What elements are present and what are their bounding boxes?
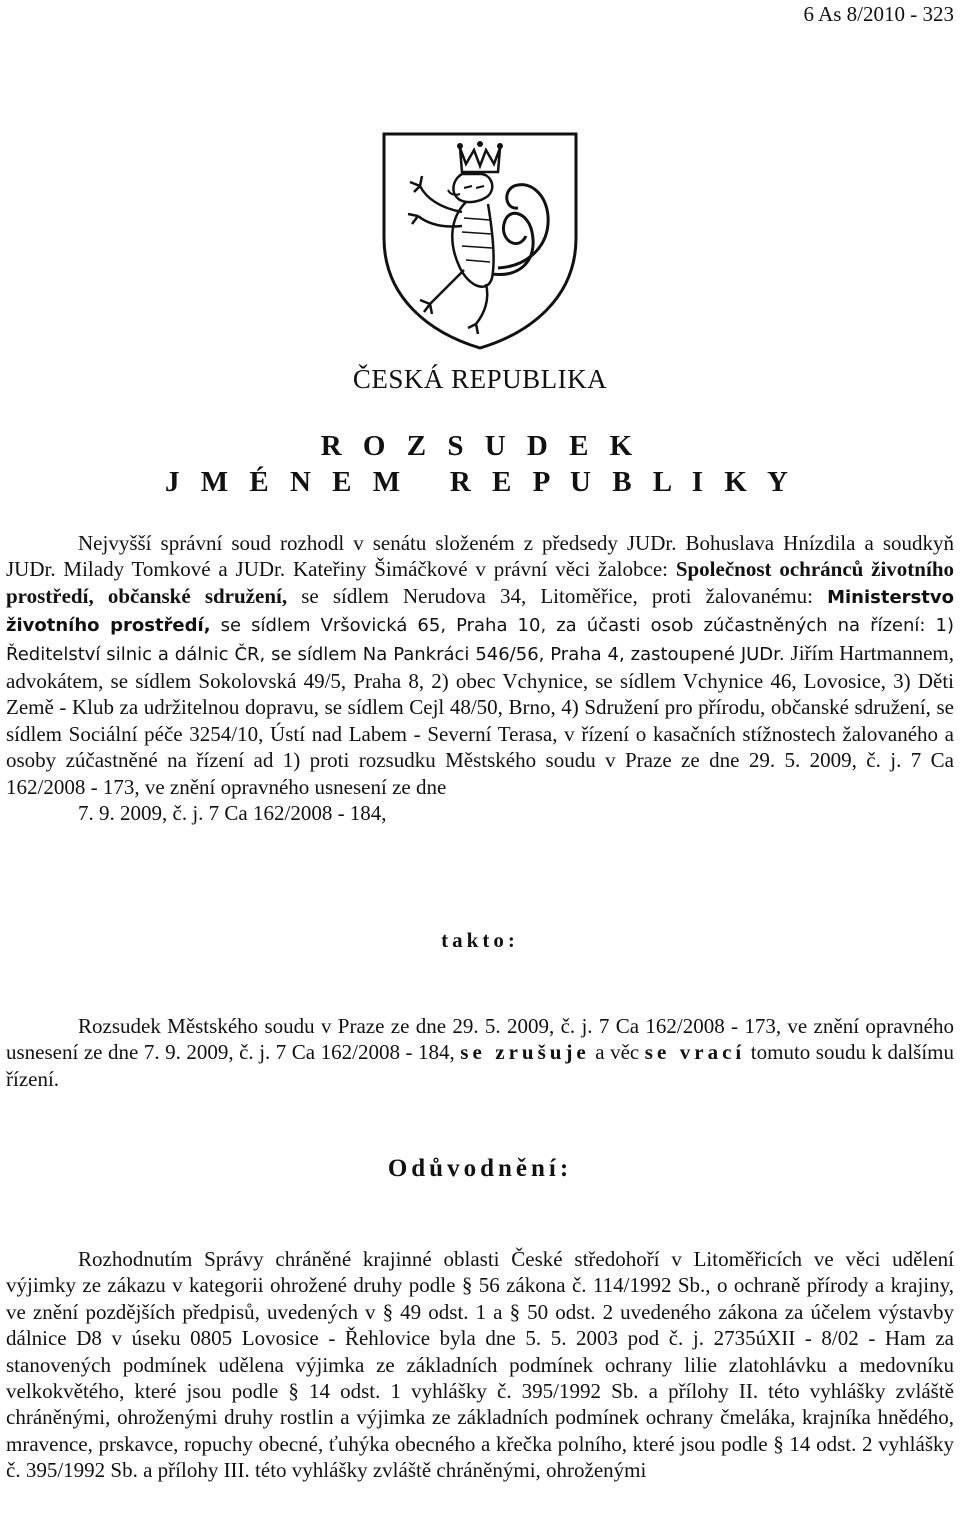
defendant-name: Ministerstvo životního prostředí, xyxy=(6,586,954,637)
ruling-text-3: tomuto soudu k dalšímu řízení. xyxy=(6,1040,954,1091)
intro-text-3: se sídlem Vršovická 65, Praha 10, za účasti osob zúčastněných na řízení: 1) Ředitelství silnic a dálnic ČR, se sídlem Na Pankráci 546/56, Praha 4, zastoupené JUDr. xyxy=(6,615,954,665)
reasoning-paragraph: Rozhodnutím Správy chráněné krajinné oblasti České středohoří v Litoměřicích ve věci udělení výjimky ze zákazu v kategorii ohrožené druhy podle § 56 zákona č. 114/1992 Sb., o ochraně přírody a krajiny, ve znění pozdějších předpisů, uvedených v § 49 odst. 1 a § 50 odst. 2 uvedeného zákona za účelem výstavby dálnice D8 v úseku 0805 Lovosice - Řehlovice byla dne 5. 5. 2003 pod č. j. 2735úXII - 8/02 - Ham za stanovených podmínek udělena výjimka ze základních podmínek ochrany lilie zlatohlávku a medovníku velkokvětého, které jsou podle § 14 odst. 1 vyhlášky č. 395/1992 Sb. a přílohy II. této vyhlášky zvláště chráněnými, ohroženými druhy rostlin a výjimka ze základních podmínek ochrany čmeláka, krajníka hnědého, mravence, prskavce, ropuchy obecné, ťuhýka obecného a křečka polního, které jsou podle § 14 odst. 2 vyhlášky č. 395/1992 Sb. a přílohy III. této vyhlášky zvláště chráněnými, ohroženými xyxy=(6,1247,954,1483)
ruling-text-2: a věc xyxy=(589,1040,645,1065)
plaintiff-name: Společnost ochránců životního prostředí, občanské sdružení, xyxy=(6,557,954,608)
case-reference: 6 As 8/2010 - 323 xyxy=(803,2,954,26)
ruling-zrusuje: se zrušuje xyxy=(460,1040,590,1065)
czech-lion-coat-of-arms-icon xyxy=(380,128,580,353)
ruling-vraci: se vrací xyxy=(644,1040,746,1065)
takto-heading: takto: xyxy=(441,928,519,952)
intro-last-line: 7. 9. 2009, č. j. 7 Ca 162/2008 - 184, xyxy=(78,801,387,826)
verdict-line-1: R O Z S U D E K xyxy=(320,430,640,462)
intro-text-2: se sídlem Nerudova 34, Litoměřice, proti žalovanému: xyxy=(287,583,828,608)
verdict-line-2: J M É N E M R E P U B L I K Y xyxy=(164,466,795,498)
reasoning-heading: Odůvodnění: xyxy=(387,1155,573,1182)
verdict-title xyxy=(0,428,960,500)
intro-paragraph xyxy=(6,530,954,826)
country-title: ČESKÁ REPUBLIKA xyxy=(352,364,608,394)
ruling-text-1: Rozsudek Městského soudu v Praze ze dne 29. 5. 2009, č. j. 7 Ca 162/2008 - 173, ve znění opravného usnesení ze dne 7. 9. 2009, č. j. 7 Ca 162/2008 - 184, xyxy=(6,1014,954,1065)
ruling-paragraph xyxy=(6,1013,954,1092)
intro-text-1: Nejvyšší správní soud rozhodl v senátu složeném z předsedy JUDr. Bohuslava Hnízdila a soudkyň JUDr. Milady Tomkové a JUDr. Kateřiny Šimáčkové v právní věci žalobce: xyxy=(6,531,954,582)
intro-text-4: Jiřím Hartmannem, advokátem, se sídlem Sokolovská 49/5, Praha 8, 2) obec Vchynice, se sídlem Vchynice 46, Lovosice, 3) Děti Země - Klub za udržitelnou dopravu, se sídlem Cejl 48/50, Brno, 4) Sdružení pro přírodu, občanské sdružení, se sídlem Sociální péče 3254/10, Ústí nad Labem - Severní Terasa, v řízení o kasačních stížnostech žalovaného a osoby zúčastněné na řízení ad 1) proti rozsudku Městského soudu v Praze ze dne 29. 5. 2009, č. j. 7 Ca 162/2008 - 173, ve znění opravného usnesení ze dne xyxy=(6,640,955,799)
